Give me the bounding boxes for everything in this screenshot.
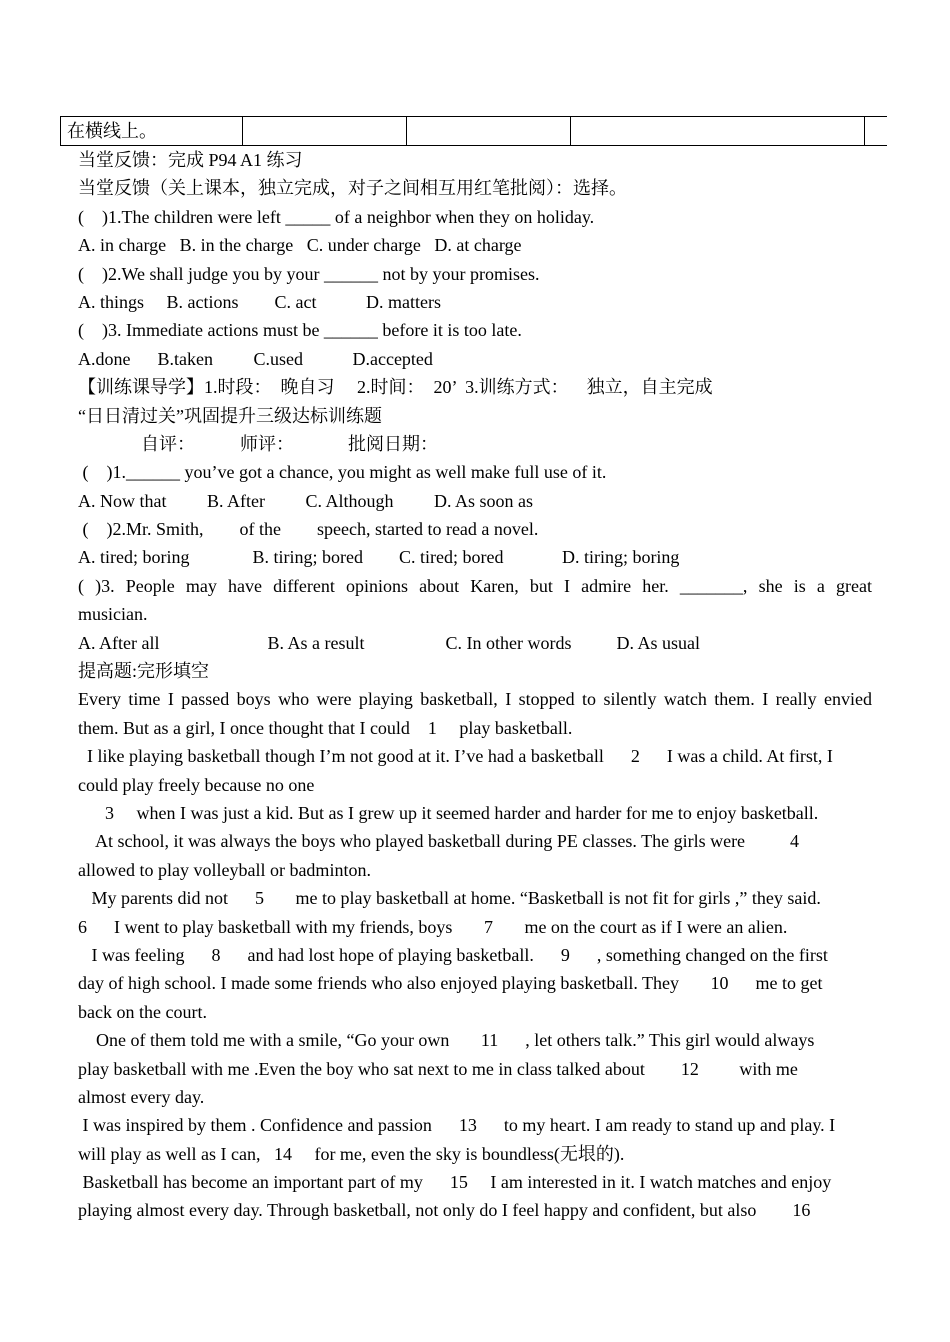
passage-line: My parents did not 5 me to play basketball at home. “Basketball is not fit for girls ,” they said. xyxy=(78,888,821,909)
passage-line: back on the court. xyxy=(78,1001,207,1022)
table-row xyxy=(61,117,887,146)
feedback-instruction: 当堂反馈（关上课本，独立完成，对子之间相互用红笔批阅）：选择。 xyxy=(78,178,627,199)
table-cell xyxy=(407,117,571,146)
question-line: ( )3. Immediate actions must be ______ before it is too late. xyxy=(78,320,522,341)
document-body xyxy=(78,146,872,1225)
passage-line: playing almost every day. Through basketball, not only do I feel happy and confident, but also 16 xyxy=(78,1200,811,1221)
passage-line: will play as well as I can, 14 for me, even the sky is boundless(无垠的). xyxy=(78,1143,625,1164)
passage-line: could play freely because no one xyxy=(78,774,315,795)
passage-line: Basketball has become an important part of my 15 I am interested in it. I watch matches and enjoy xyxy=(78,1172,832,1193)
header-table xyxy=(60,116,887,146)
table-cell xyxy=(865,117,887,146)
question-line: ( )2.We shall judge you by your ______ not by your promises. xyxy=(78,263,540,284)
table-cell xyxy=(571,117,865,146)
passage-line: almost every day. xyxy=(78,1086,205,1107)
options-line: A. After all B. As a result C. In other words D. As usual xyxy=(78,632,700,653)
question-line: ( )1.______ you’ve got a chance, you might as well make full use of it. xyxy=(78,462,607,483)
options-line: A.done B.taken C.used D.accepted xyxy=(78,348,433,369)
passage-line: allowed to play volleyball or badminton. xyxy=(78,859,371,880)
table-cell: 在横线上。 xyxy=(61,117,243,146)
question-line: ( )2.Mr. Smith, of the speech, started to read a novel. xyxy=(78,519,539,540)
options-line: A. Now that B. After C. Although D. As soon as xyxy=(78,490,534,511)
question-line: ( )3. People may have different opinions about Karen, but I admire her. _______, she is a great xyxy=(78,575,872,596)
options-line: A. in charge B. in the charge C. under charge D. at charge xyxy=(78,235,522,256)
passage-line: At school, it was always the boys who played basketball during PE classes. The girls were 4 xyxy=(78,831,800,852)
training-guide: 【训练课导学】1.时段： 晚自习 2.时间： 20’ 3.训练方式： 独立，自主完成 xyxy=(78,377,713,398)
question-line: ( )1.The children were left _____ of a neighbor when they on holiday. xyxy=(78,206,595,227)
passage-line: day of high school. I made some friends who also enjoyed playing basketball. They 10 me to get xyxy=(78,973,823,994)
cloze-heading: 提高题:完形填空 xyxy=(78,661,210,682)
passage-line: them. But as a girl, I once thought that I could 1 play basketball. xyxy=(78,717,573,738)
passage-line: play basketball with me .Even the boy who sat next to me in class talked about 12 with me xyxy=(78,1058,798,1079)
passage-line: I like playing basketball though I’m not good at it. I’ve had a basketball 2 I was a child. At first, I xyxy=(78,746,833,767)
evaluation-line: 自评： 师评： 批阅日期： xyxy=(78,433,438,454)
feedback-heading: 当堂反馈：完成 P94 A1 练习 xyxy=(78,150,303,170)
passage-line: I was feeling 8 and had lost hope of playing basketball. 9 , something changed on the first xyxy=(78,944,828,965)
passage-line: 6 I went to play basketball with my friends, boys 7 me on the court as if I were an alien. xyxy=(78,916,788,937)
options-line: A. tired; boring B. tiring; bored C. tired; bored D. tiring; boring xyxy=(78,547,680,568)
passage-line: Every time I passed boys who were playing basketball, I stopped to silently watch them. I really envied xyxy=(78,689,872,710)
table-cell xyxy=(243,117,407,146)
passage-line: 3 when I was just a kid. But as I grew up it seemed harder and harder for me to enjoy basketball. xyxy=(78,802,819,823)
passage-line: One of them told me with a smile, “Go your own 11 , let others talk.” This girl would always xyxy=(78,1030,815,1051)
section-title: “日日清过关”巩固提升三级达标训练题 xyxy=(78,405,382,426)
question-line-cont: musician. xyxy=(78,604,148,625)
passage-line: I was inspired by them . Confidence and passion 13 to my heart. I am ready to stand up and play. I xyxy=(78,1115,836,1136)
options-line: A. things B. actions C. act D. matters xyxy=(78,291,441,312)
